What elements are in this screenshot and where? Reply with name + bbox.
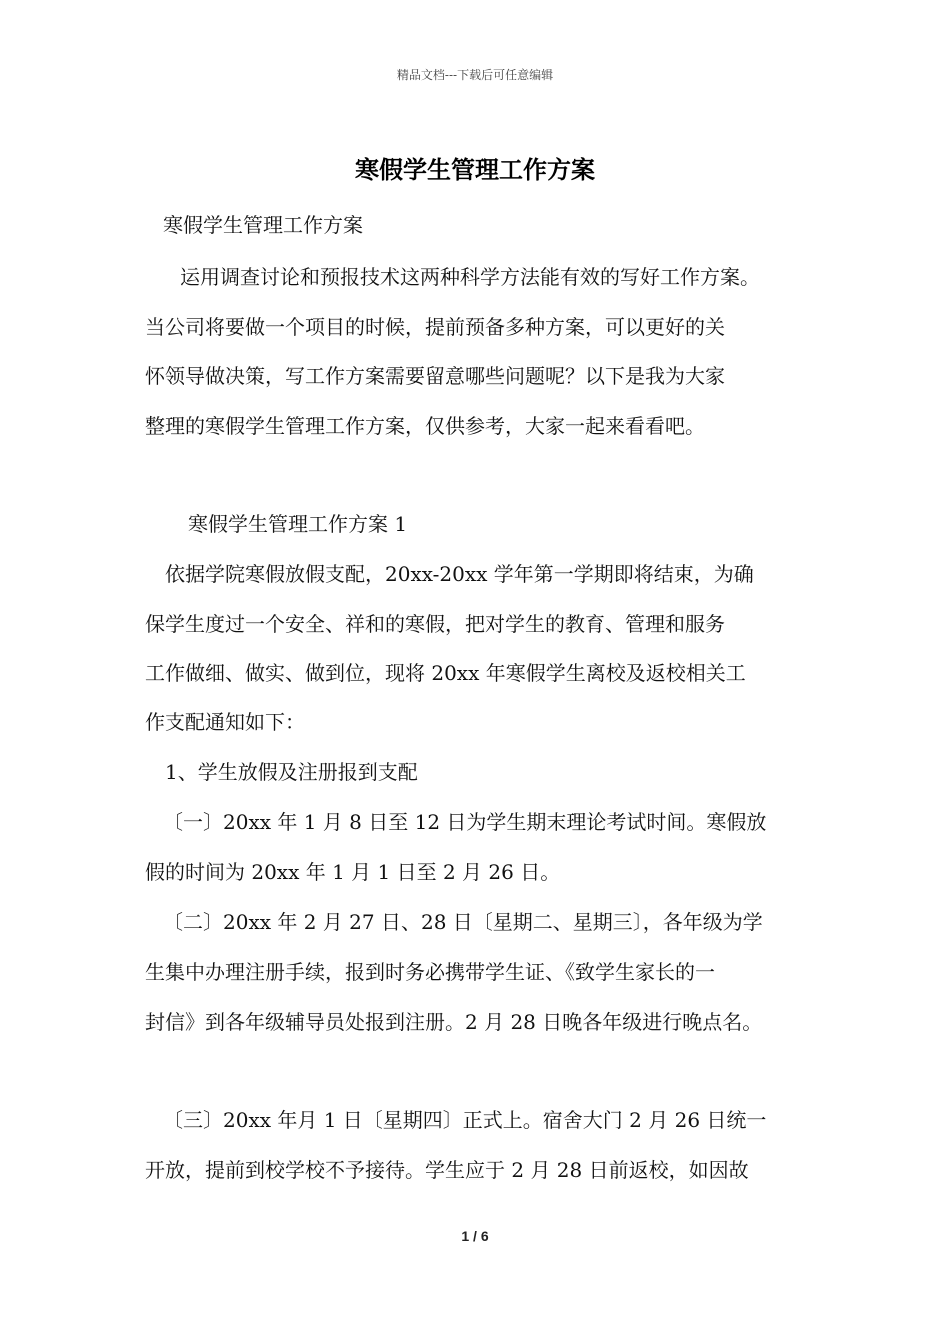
paragraph-line: 整理的寒假学生管理工作方案，仅供参考，大家一起来看看吧。	[145, 414, 705, 438]
paragraph-line: 生集中办理注册手续，报到时务必携带学生证、《致学生家长的一	[145, 960, 715, 984]
paragraph-line: 工作做细、做实、做到位，现将 20xx 年寒假学生离校及返校相关工	[145, 661, 746, 685]
paragraph-line: 封信》到各年级辅导员处报到注册。2 月 28 日晚各年级进行晚点名。	[145, 1010, 763, 1034]
page-number: 1 / 6	[461, 1228, 489, 1244]
subtitle-line: 寒假学生管理工作方案	[163, 213, 363, 237]
paragraph-line: 〔三〕20xx 年月 1 日〔星期四〕正式上。宿舍大门 2 月 26 日统一	[163, 1108, 767, 1132]
page-header: 精品文档---下载后可任意编辑	[396, 68, 554, 82]
section-heading: 寒假学生管理工作方案 1	[188, 512, 408, 536]
paragraph-line: 运用调查讨论和预报技术这两种科学方法能有效的写好工作方案。	[180, 265, 760, 289]
paragraph-line: 保学生度过一个安全、祥和的寒假，把对学生的教育、管理和服务	[145, 612, 725, 636]
paragraph-line: 〔二〕20xx 年 2 月 27 日、28 日〔星期二、星期三〕，各年级为学	[163, 910, 763, 934]
paragraph-line: 依据学院寒假放假支配，20xx-20xx 学年第一学期即将结束，为确	[165, 562, 754, 586]
paragraph-line: 开放，提前到校学校不予接待。学生应于 2 月 28 日前返校，如因故	[145, 1158, 749, 1182]
paragraph-line: 〔一〕20xx 年 1 月 8 日至 12 日为学生期末理论考试时间。寒假放	[163, 810, 767, 834]
paragraph-line: 当公司将要做一个项目的时候，提前预备多种方案，可以更好的关	[145, 315, 725, 339]
paragraph-line: 怀领导做决策，写工作方案需要留意哪些问题呢？以下是我为大家	[145, 364, 725, 388]
paragraph-line: 作支配通知如下：	[145, 710, 305, 734]
paragraph-line: 假的时间为 20xx 年 1 月 1 日至 2 月 26 日。	[145, 860, 561, 884]
document-title: 寒假学生管理工作方案	[355, 155, 595, 184]
list-heading: 1、学生放假及注册报到支配	[165, 760, 418, 784]
